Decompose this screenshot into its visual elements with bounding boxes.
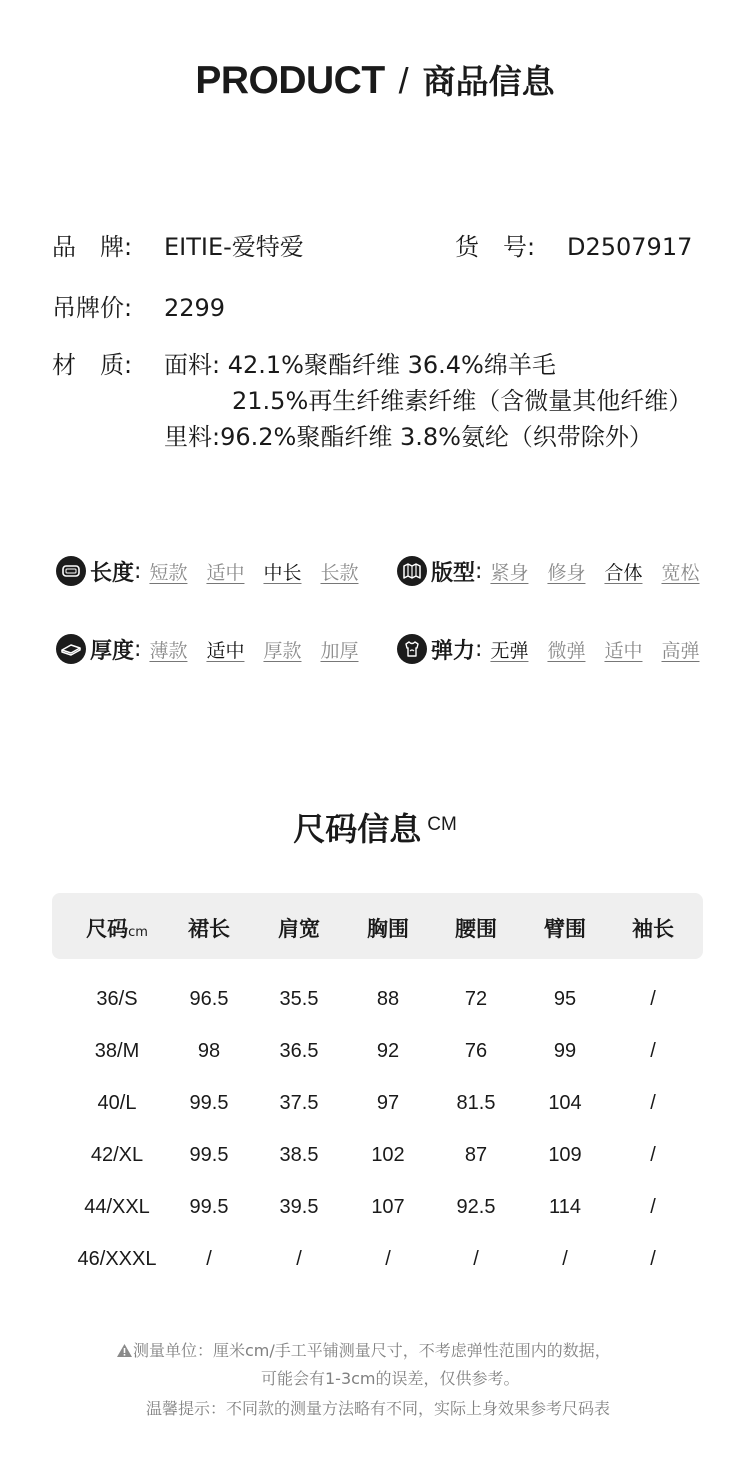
option-mid-long-selected: 中长 (263, 561, 302, 584)
table-cell: 35.5 (279, 988, 319, 1010)
table-cell: / (650, 1092, 656, 1114)
column-header-arm: 臂围 (544, 917, 586, 941)
size-label-cell: 46/XXXL (77, 1248, 157, 1270)
material-line-2: 21.5%再生纤维素纤维（含微量其他纤维） (232, 387, 693, 415)
header-separator: / (398, 60, 409, 101)
attribute-fit: 版型 : 紧身 修身 合体 宽松 (397, 553, 700, 589)
option-tight: 紧身 (490, 561, 529, 584)
table-cell: 72 (464, 988, 488, 1010)
option-medium-stretch: 适中 (604, 639, 643, 662)
table-cell: / (296, 1248, 302, 1270)
brand-row (52, 227, 304, 262)
size-title: 尺码信息 (293, 810, 422, 848)
size-section-title (0, 804, 750, 850)
column-header-dress-length: 裙长 (188, 917, 230, 941)
sku-label: 货 号: (455, 233, 536, 261)
sku-value: D2507917 (567, 233, 693, 261)
material-line-3: 里料:96.2%聚酯纤维 3.8%氨纶（织带除外） (164, 423, 653, 451)
table-cell: 38.5 (279, 1144, 319, 1166)
table-cell: 102 (371, 1144, 405, 1166)
table-cell: / (650, 1196, 656, 1218)
note-line-1: 测量单位：厘米cm/手工平铺测量尺寸，不考虑弹性范围内的数据， (133, 1341, 611, 1360)
table-cell: 97 (376, 1092, 400, 1114)
price-value: 2299 (164, 294, 226, 322)
table-cell: 109 (548, 1144, 582, 1166)
attribute-thickness: 厚度 : 薄款 适中 厚款 加厚 (56, 631, 359, 667)
size-label-cell: 44/XXL (84, 1196, 150, 1218)
table-cell: 95 (553, 988, 577, 1010)
price-label: 吊牌价: (52, 294, 133, 322)
page-header (0, 56, 750, 103)
fit-icon (397, 556, 427, 586)
table-cell: / (650, 988, 656, 1010)
measurement-note (116, 1338, 611, 1361)
table-cell: 39.5 (279, 1196, 319, 1218)
table-cell: 81.5 (456, 1092, 496, 1114)
table-cell: 96.5 (189, 988, 229, 1010)
table-cell: 92.5 (456, 1196, 496, 1218)
size-label-cell: 36/S (96, 988, 138, 1010)
elasticity-icon (397, 634, 427, 664)
length-icon (56, 556, 86, 586)
option-loose: 宽松 (661, 561, 700, 584)
size-label-cell: 38/M (94, 1040, 140, 1062)
size-label-cell: 42/XL (90, 1144, 144, 1166)
option-thin: 薄款 (149, 639, 188, 662)
table-cell: 99.5 (189, 1144, 229, 1166)
note-line-2: 可能会有1-3cm的误差，仅供参考。 (261, 1369, 520, 1388)
option-no-stretch-selected: 无弹 (490, 639, 529, 662)
table-cell: 98 (197, 1040, 221, 1062)
table-cell: 99.5 (189, 1092, 229, 1114)
size-label-cell: 40/L (97, 1092, 137, 1114)
table-cell: 99.5 (189, 1196, 229, 1218)
table-cell: / (650, 1248, 656, 1270)
table-cell: 88 (376, 988, 400, 1010)
table-cell: / (206, 1248, 212, 1270)
table-cell: 92 (376, 1040, 400, 1062)
column-header-waist: 腰围 (455, 917, 497, 941)
option-high-stretch: 高弹 (661, 639, 700, 662)
material-line-1: 面料: 42.1%聚酯纤维 36.4%绵羊毛 (164, 351, 556, 379)
header-title-cn: 商品信息 (422, 62, 555, 101)
column-header-sleeve: 袖长 (632, 917, 674, 941)
attribute-name: 弹力 (431, 638, 476, 664)
attribute-length: 长度 : 短款 适中 中长 长款 (56, 553, 359, 589)
option-slim: 修身 (547, 561, 586, 584)
option-extra-thick: 加厚 (320, 639, 359, 662)
size-table-header (52, 893, 703, 959)
option-regular-selected: 合体 (604, 561, 643, 584)
material-row (52, 345, 556, 380)
table-cell: 87 (464, 1144, 488, 1166)
table-cell: 104 (548, 1092, 582, 1114)
option-medium-selected: 适中 (206, 639, 245, 662)
price-row (52, 288, 225, 323)
table-cell: 36.5 (279, 1040, 319, 1062)
table-cell: 76 (464, 1040, 488, 1062)
option-slight-stretch: 微弹 (547, 639, 586, 662)
brand-label: 品 牌: (52, 233, 133, 261)
warning-icon (116, 1343, 133, 1358)
attribute-name: 版型 (431, 560, 476, 586)
sku-row (455, 227, 692, 262)
note-line-3: 温馨提示：不同款的测量方法略有不同，实际上身效果参考尺码表 (146, 1399, 611, 1418)
option-short: 短款 (149, 561, 188, 584)
table-cell: / (562, 1248, 568, 1270)
option-medium: 适中 (206, 561, 245, 584)
size-title-unit: CM (427, 814, 457, 835)
thickness-icon (56, 634, 86, 664)
table-cell: / (650, 1040, 656, 1062)
table-cell: / (385, 1248, 391, 1270)
table-cell: 99 (553, 1040, 577, 1062)
attribute-name: 厚度 (90, 638, 135, 664)
table-cell: / (650, 1144, 656, 1166)
table-cell: 107 (371, 1196, 405, 1218)
material-label: 材 质: (52, 351, 133, 379)
attribute-name: 长度 (90, 560, 135, 586)
table-cell: / (473, 1248, 479, 1270)
column-header-size: 尺码cm (86, 917, 148, 941)
attribute-elasticity: 弹力 : 无弹 微弹 适中 高弹 (397, 631, 700, 667)
table-cell: 114 (549, 1196, 581, 1218)
option-thick: 厚款 (263, 639, 302, 662)
table-cell: 37.5 (279, 1092, 319, 1114)
column-header-shoulder: 肩宽 (278, 917, 320, 941)
column-header-bust: 胸围 (367, 917, 409, 941)
option-long: 长款 (320, 561, 359, 584)
header-title-en: PRODUCT (195, 59, 385, 102)
brand-value: EITIE-爱特爱 (164, 233, 304, 261)
